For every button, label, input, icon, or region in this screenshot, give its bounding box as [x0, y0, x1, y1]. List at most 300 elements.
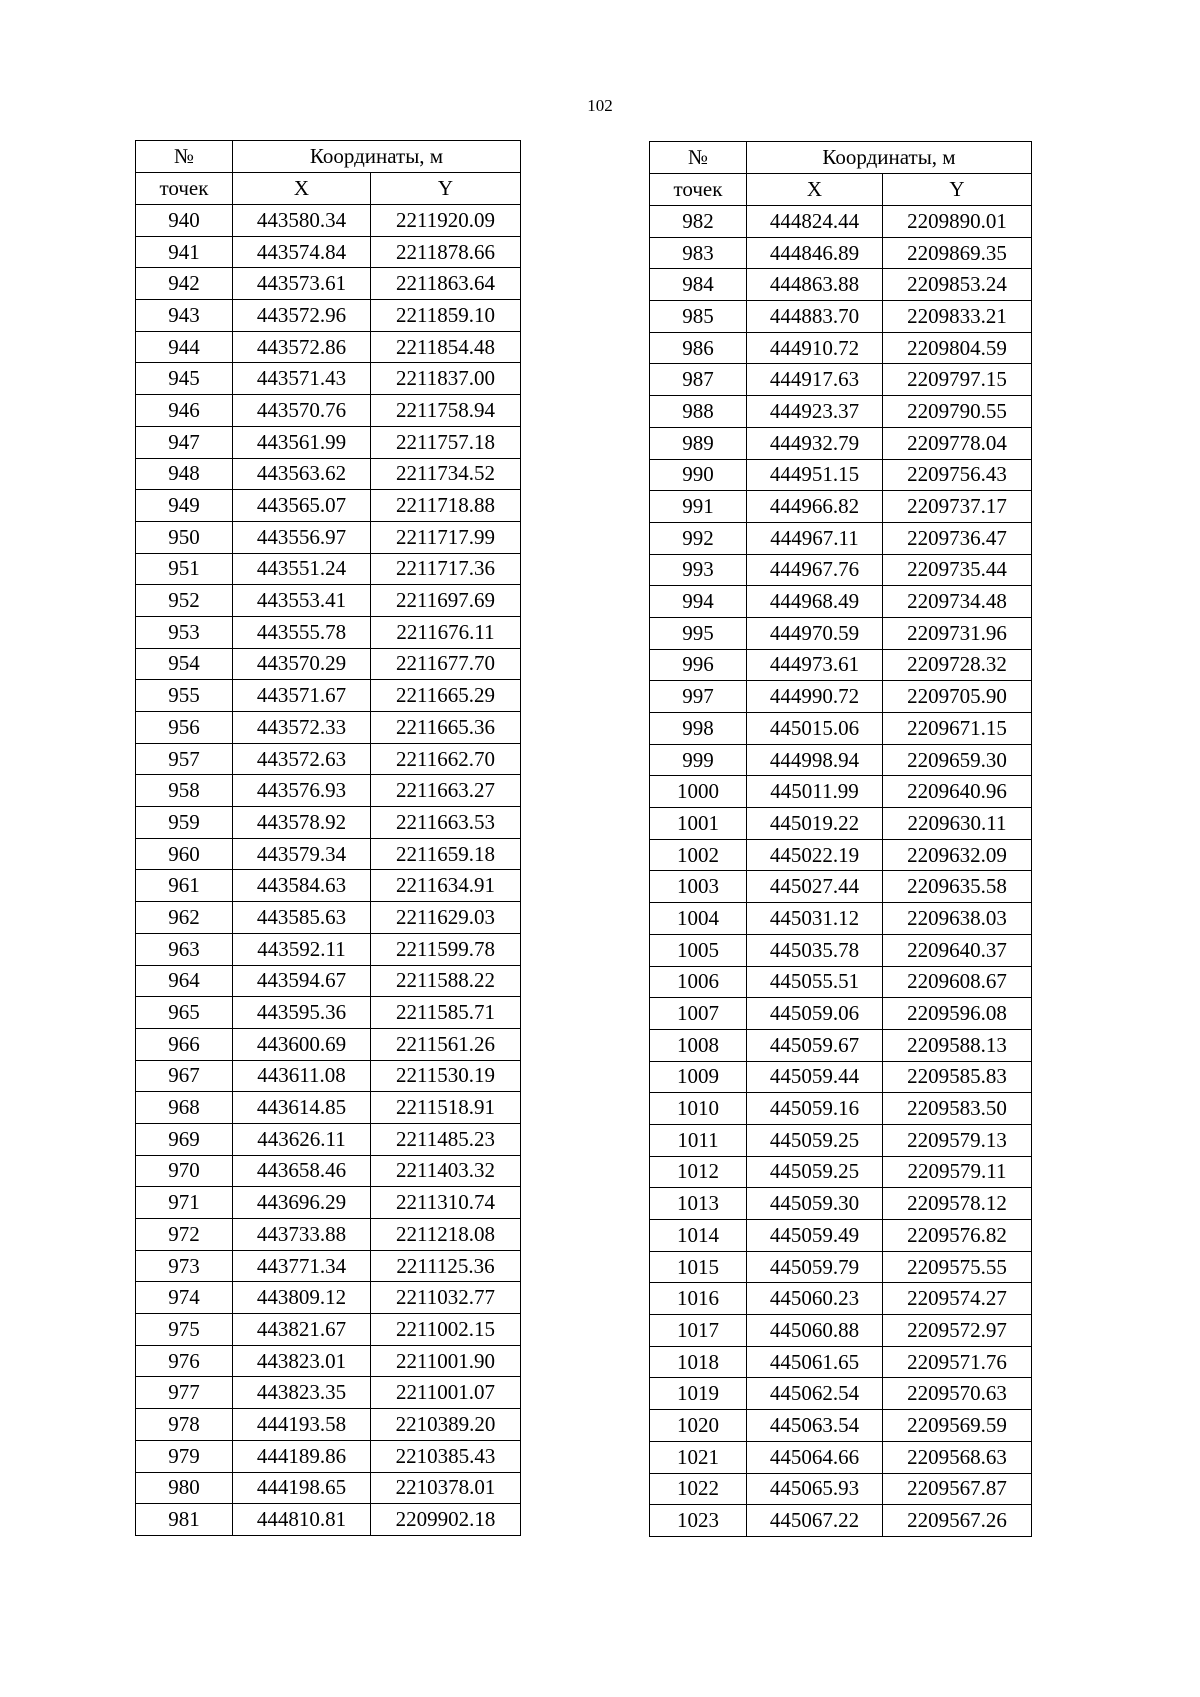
y-coordinate-cell: 2211734.52: [371, 458, 521, 490]
point-number-cell: 943: [136, 300, 233, 332]
x-coordinate-cell: 443614.85: [233, 1092, 371, 1124]
y-coordinate-cell: 2209576.82: [883, 1220, 1032, 1252]
y-coordinate-cell: 2209731.96: [883, 617, 1032, 649]
table-row: [650, 1093, 1032, 1125]
x-coordinate-cell: 445022.19: [747, 839, 883, 871]
point-number-cell: 978: [136, 1409, 233, 1441]
point-number-cell: 984: [650, 269, 747, 301]
x-coordinate-cell: 445015.06: [747, 713, 883, 745]
table-row: [650, 1124, 1032, 1156]
x-coordinate-cell: 444910.72: [747, 332, 883, 364]
point-number-cell: 940: [136, 205, 233, 237]
point-number-cell: 954: [136, 648, 233, 680]
table-row: [136, 1345, 521, 1377]
x-coordinate-cell: 443626.11: [233, 1123, 371, 1155]
table-row: [136, 300, 521, 332]
table-row: [650, 1315, 1032, 1347]
table-row: [136, 1060, 521, 1092]
point-number-cell: 1018: [650, 1346, 747, 1378]
y-coordinate-cell: 2211659.18: [371, 838, 521, 870]
x-coordinate-cell: 445063.54: [747, 1410, 883, 1442]
y-coordinate-cell: 2209734.48: [883, 586, 1032, 618]
table-row: [136, 1282, 521, 1314]
table-row: [650, 1473, 1032, 1505]
x-coordinate-cell: 443733.88: [233, 1219, 371, 1251]
x-coordinate-cell: 443579.34: [233, 838, 371, 870]
x-coordinate-cell: 444970.59: [747, 617, 883, 649]
y-coordinate-cell: 2209588.13: [883, 1029, 1032, 1061]
point-number-cell: 1007: [650, 998, 747, 1030]
point-number-cell: 989: [650, 427, 747, 459]
point-number-cell: 1000: [650, 776, 747, 808]
point-number-cell: 963: [136, 933, 233, 965]
table-row: [136, 680, 521, 712]
coordinates-table-right: [649, 141, 1032, 1537]
table-row: [650, 776, 1032, 808]
y-coordinate-cell: 2211758.94: [371, 395, 521, 427]
table-row: [650, 1346, 1032, 1378]
table-row: [650, 364, 1032, 396]
table-row: [136, 775, 521, 807]
table-row: [136, 395, 521, 427]
x-coordinate-cell: 445059.16: [747, 1093, 883, 1125]
point-number-cell: 952: [136, 585, 233, 617]
x-coordinate-cell: 443771.34: [233, 1250, 371, 1282]
x-coordinate-cell: 444917.63: [747, 364, 883, 396]
table-body-left: [136, 205, 521, 1536]
y-coordinate-cell: 2211485.23: [371, 1123, 521, 1155]
y-coordinate-cell: 2209568.63: [883, 1441, 1032, 1473]
point-number-cell: 1002: [650, 839, 747, 871]
coordinates-table-left: [135, 140, 521, 1536]
point-number-cell: 1001: [650, 808, 747, 840]
header-row-bottom: [650, 174, 1032, 206]
table-row: [136, 1377, 521, 1409]
x-coordinate-cell: 444189.86: [233, 1440, 371, 1472]
point-number-cell: 974: [136, 1282, 233, 1314]
table-row: [650, 586, 1032, 618]
point-number-cell: 998: [650, 713, 747, 745]
table-row: [650, 903, 1032, 935]
x-coordinate-cell: 443823.01: [233, 1345, 371, 1377]
table-row: [136, 1440, 521, 1472]
table-row: [136, 1250, 521, 1282]
point-number-cell: 953: [136, 616, 233, 648]
point-number-cell: 956: [136, 712, 233, 744]
y-coordinate-cell: 2209790.55: [883, 396, 1032, 428]
y-coordinate-cell: 2209640.96: [883, 776, 1032, 808]
point-number-cell: 1010: [650, 1093, 747, 1125]
x-coordinate-cell: 443570.29: [233, 648, 371, 680]
x-coordinate-cell: 445055.51: [747, 966, 883, 998]
x-coordinate-cell: 443555.78: [233, 616, 371, 648]
table-row: [650, 681, 1032, 713]
x-coordinate-cell: 445059.79: [747, 1251, 883, 1283]
y-coordinate-cell: 2209585.83: [883, 1061, 1032, 1093]
x-coordinate-cell: 443572.33: [233, 712, 371, 744]
x-coordinate-cell: 443595.36: [233, 997, 371, 1029]
x-coordinate-cell: 444846.89: [747, 237, 883, 269]
x-column-header: X: [233, 173, 371, 205]
y-coordinate-cell: 2209567.87: [883, 1473, 1032, 1505]
point-number-cell: 958: [136, 775, 233, 807]
point-number-cell: 950: [136, 521, 233, 553]
table-row: [650, 808, 1032, 840]
table-row: [136, 1472, 521, 1504]
y-coordinate-cell: 2209756.43: [883, 459, 1032, 491]
point-number-cell: 997: [650, 681, 747, 713]
point-number-cell: 961: [136, 870, 233, 902]
point-number-cell: 991: [650, 491, 747, 523]
point-number-cell: 955: [136, 680, 233, 712]
x-coordinate-cell: 445059.25: [747, 1124, 883, 1156]
y-coordinate-cell: 2209778.04: [883, 427, 1032, 459]
table-row: [136, 426, 521, 458]
y-coordinate-cell: 2211403.32: [371, 1155, 521, 1187]
y-coordinate-cell: 2211001.90: [371, 1345, 521, 1377]
x-coordinate-cell: 443565.07: [233, 490, 371, 522]
y-coordinate-cell: 2209869.35: [883, 237, 1032, 269]
table-row: [650, 522, 1032, 554]
x-coordinate-cell: 443571.67: [233, 680, 371, 712]
table-body-right: [650, 206, 1032, 1537]
point-number-cell: 971: [136, 1187, 233, 1219]
x-coordinate-cell: 444951.15: [747, 459, 883, 491]
y-coordinate-cell: 2209571.76: [883, 1346, 1032, 1378]
table-row: [136, 870, 521, 902]
table-row: [650, 237, 1032, 269]
y-coordinate-cell: 2209833.21: [883, 301, 1032, 333]
x-coordinate-cell: 443561.99: [233, 426, 371, 458]
y-coordinate-cell: 2211717.99: [371, 521, 521, 553]
point-number-cell: 1020: [650, 1410, 747, 1442]
y-coordinate-cell: 2211837.00: [371, 363, 521, 395]
point-number-cell: 1021: [650, 1441, 747, 1473]
y-coordinate-cell: 2209574.27: [883, 1283, 1032, 1315]
table-row: [136, 521, 521, 553]
x-coordinate-cell: 444198.65: [233, 1472, 371, 1504]
table-row: [136, 585, 521, 617]
point-number-cell: 948: [136, 458, 233, 490]
point-number-cell: 973: [136, 1250, 233, 1282]
x-coordinate-cell: 445027.44: [747, 871, 883, 903]
point-number-cell: 1006: [650, 966, 747, 998]
point-number-cell: 995: [650, 617, 747, 649]
table-row: [650, 1156, 1032, 1188]
x-coordinate-cell: 445064.66: [747, 1441, 883, 1473]
x-coordinate-cell: 444810.81: [233, 1504, 371, 1536]
x-coordinate-cell: 443572.86: [233, 331, 371, 363]
point-number-cell: 980: [136, 1472, 233, 1504]
table-row: [650, 1061, 1032, 1093]
x-coordinate-cell: 444932.79: [747, 427, 883, 459]
point-number-cell: 946: [136, 395, 233, 427]
x-coordinate-cell: 443584.63: [233, 870, 371, 902]
point-number-cell: 1016: [650, 1283, 747, 1315]
table-row: [136, 458, 521, 490]
point-number-cell: 1019: [650, 1378, 747, 1410]
table-row: [136, 1219, 521, 1251]
point-number-cell: 945: [136, 363, 233, 395]
y-coordinate-cell: 2211310.74: [371, 1187, 521, 1219]
point-number-cell: 941: [136, 236, 233, 268]
header-row-top: [650, 142, 1032, 174]
x-coordinate-cell: 445059.30: [747, 1188, 883, 1220]
y-coordinate-cell: 2211585.71: [371, 997, 521, 1029]
table-row: [136, 712, 521, 744]
table-row: [650, 1220, 1032, 1252]
page-number: 102: [587, 96, 613, 115]
table-row: [650, 1441, 1032, 1473]
point-number-cell: 962: [136, 902, 233, 934]
table-row: [136, 902, 521, 934]
x-coordinate-cell: 445059.67: [747, 1029, 883, 1061]
table-row: [650, 617, 1032, 649]
y-coordinate-cell: 2211665.36: [371, 712, 521, 744]
x-coordinate-cell: 445011.99: [747, 776, 883, 808]
x-coordinate-cell: 443592.11: [233, 933, 371, 965]
point-number-cell: 959: [136, 807, 233, 839]
point-number-cell: 999: [650, 744, 747, 776]
table-row: [650, 332, 1032, 364]
x-coordinate-cell: 443570.76: [233, 395, 371, 427]
table-row: [136, 1155, 521, 1187]
table-row: [136, 331, 521, 363]
y-coordinate-cell: 2209735.44: [883, 554, 1032, 586]
table-row: [136, 807, 521, 839]
x-coordinate-cell: 444863.88: [747, 269, 883, 301]
table-row: [650, 744, 1032, 776]
y-coordinate-cell: 2211878.66: [371, 236, 521, 268]
point-number-cell: 1005: [650, 934, 747, 966]
x-coordinate-cell: 444966.82: [747, 491, 883, 523]
x-coordinate-cell: 444923.37: [747, 396, 883, 428]
table-row: [650, 871, 1032, 903]
y-coordinate-cell: 2211629.03: [371, 902, 521, 934]
point-number-cell: 975: [136, 1314, 233, 1346]
point-number-cell: 947: [136, 426, 233, 458]
point-number-cell: 1008: [650, 1029, 747, 1061]
y-coordinate-cell: 2211677.70: [371, 648, 521, 680]
table-row: [650, 1251, 1032, 1283]
point-number-cell: 990: [650, 459, 747, 491]
x-coordinate-cell: 443551.24: [233, 553, 371, 585]
y-coordinate-cell: 2210389.20: [371, 1409, 521, 1441]
point-number-cell: 982: [650, 206, 747, 238]
point-number-cell: 951: [136, 553, 233, 585]
point-number-cell: 993: [650, 554, 747, 586]
x-coordinate-cell: 443556.97: [233, 521, 371, 553]
table-row: [650, 1505, 1032, 1537]
y-coordinate-cell: 2209736.47: [883, 522, 1032, 554]
x-coordinate-cell: 445065.93: [747, 1473, 883, 1505]
header-row-bottom: [136, 173, 521, 205]
y-coordinate-cell: 2209608.67: [883, 966, 1032, 998]
point-number-cell: 1022: [650, 1473, 747, 1505]
x-coordinate-cell: 445062.54: [747, 1378, 883, 1410]
table-row: [650, 206, 1032, 238]
y-coordinate-cell: 2211854.48: [371, 331, 521, 363]
table-row: [650, 1283, 1032, 1315]
x-coordinate-cell: 444967.76: [747, 554, 883, 586]
y-coordinate-cell: 2209728.32: [883, 649, 1032, 681]
point-number-cell: 1004: [650, 903, 747, 935]
table-row: [650, 966, 1032, 998]
x-coordinate-cell: 444883.70: [747, 301, 883, 333]
x-coordinate-cell: 445059.49: [747, 1220, 883, 1252]
y-coordinate-cell: 2209890.01: [883, 206, 1032, 238]
table-row: [136, 1123, 521, 1155]
y-coordinate-cell: 2209853.24: [883, 269, 1032, 301]
table-row: [136, 838, 521, 870]
x-coordinate-cell: 443571.43: [233, 363, 371, 395]
y-coordinate-cell: 2209569.59: [883, 1410, 1032, 1442]
point-number-cell: 983: [650, 237, 747, 269]
table-row: [136, 363, 521, 395]
x-coordinate-cell: 443594.67: [233, 965, 371, 997]
x-coordinate-cell: 443823.35: [233, 1377, 371, 1409]
point-number-cell: 1015: [650, 1251, 747, 1283]
y-coordinate-cell: 2209640.37: [883, 934, 1032, 966]
y-coordinate-cell: 2209596.08: [883, 998, 1032, 1030]
y-coordinate-cell: 2211662.70: [371, 743, 521, 775]
y-coordinate-cell: 2209567.26: [883, 1505, 1032, 1537]
point-number-cell: 981: [136, 1504, 233, 1536]
point-number-cell: 966: [136, 1028, 233, 1060]
y-coordinate-cell: 2209705.90: [883, 681, 1032, 713]
table-row: [136, 1409, 521, 1441]
point-number-cell: 964: [136, 965, 233, 997]
y-coordinate-cell: 2209635.58: [883, 871, 1032, 903]
x-coordinate-cell: 443580.34: [233, 205, 371, 237]
y-coordinate-cell: 2209804.59: [883, 332, 1032, 364]
table-row: [136, 268, 521, 300]
point-number-cell: 1011: [650, 1124, 747, 1156]
x-coordinate-cell: 445035.78: [747, 934, 883, 966]
y-coordinate-cell: 2211665.29: [371, 680, 521, 712]
point-number-cell: 988: [650, 396, 747, 428]
y-coordinate-cell: 2209630.11: [883, 808, 1032, 840]
point-number-cell: 1017: [650, 1315, 747, 1347]
y-coordinate-cell: 2211561.26: [371, 1028, 521, 1060]
table-row: [136, 236, 521, 268]
point-number-cell: 944: [136, 331, 233, 363]
table-row: [136, 965, 521, 997]
y-coordinate-cell: 2209638.03: [883, 903, 1032, 935]
point-number-header-line2: точек: [650, 174, 747, 206]
x-coordinate-cell: 445059.25: [747, 1156, 883, 1188]
y-coordinate-cell: 2211676.11: [371, 616, 521, 648]
x-coordinate-cell: 445059.44: [747, 1061, 883, 1093]
point-number-cell: 1012: [650, 1156, 747, 1188]
y-coordinate-cell: 2211588.22: [371, 965, 521, 997]
table-row: [136, 490, 521, 522]
x-coordinate-cell: 443573.61: [233, 268, 371, 300]
point-number-cell: 967: [136, 1060, 233, 1092]
table-row: [136, 616, 521, 648]
point-number-cell: 1013: [650, 1188, 747, 1220]
x-column-header: X: [747, 174, 883, 206]
y-coordinate-cell: 2209737.17: [883, 491, 1032, 523]
point-number-cell: 1023: [650, 1505, 747, 1537]
x-coordinate-cell: 443553.41: [233, 585, 371, 617]
y-coordinate-cell: 2211757.18: [371, 426, 521, 458]
table-row: [650, 713, 1032, 745]
point-number-header-line2: точек: [136, 173, 233, 205]
table-row: [650, 301, 1032, 333]
y-coordinate-cell: 2211634.91: [371, 870, 521, 902]
x-coordinate-cell: 443572.63: [233, 743, 371, 775]
table-row: [136, 743, 521, 775]
x-coordinate-cell: 444998.94: [747, 744, 883, 776]
x-coordinate-cell: 445060.88: [747, 1315, 883, 1347]
table-row: [650, 427, 1032, 459]
point-number-cell: 985: [650, 301, 747, 333]
x-coordinate-cell: 443574.84: [233, 236, 371, 268]
y-coordinate-cell: 2211859.10: [371, 300, 521, 332]
table-row: [650, 269, 1032, 301]
point-number-cell: 979: [136, 1440, 233, 1472]
point-number-cell: 942: [136, 268, 233, 300]
y-column-header: Y: [883, 174, 1032, 206]
y-coordinate-cell: 2211599.78: [371, 933, 521, 965]
table-row: [136, 1028, 521, 1060]
y-coordinate-cell: 2211530.19: [371, 1060, 521, 1092]
y-coordinate-cell: 2209797.15: [883, 364, 1032, 396]
table-row: [136, 205, 521, 237]
point-number-header-line1: №: [136, 141, 233, 173]
y-coordinate-cell: 2209579.11: [883, 1156, 1032, 1188]
x-coordinate-cell: 444193.58: [233, 1409, 371, 1441]
y-coordinate-cell: 2211717.36: [371, 553, 521, 585]
y-coordinate-cell: 2211032.77: [371, 1282, 521, 1314]
x-coordinate-cell: 443809.12: [233, 1282, 371, 1314]
y-coordinate-cell: 2211663.27: [371, 775, 521, 807]
x-coordinate-cell: 443658.46: [233, 1155, 371, 1187]
y-coordinate-cell: 2209583.50: [883, 1093, 1032, 1125]
table-row: [650, 998, 1032, 1030]
y-coordinate-cell: 2209575.55: [883, 1251, 1032, 1283]
point-number-cell: 949: [136, 490, 233, 522]
x-coordinate-cell: 443611.08: [233, 1060, 371, 1092]
table-row: [136, 1504, 521, 1536]
table-row: [136, 997, 521, 1029]
y-coordinate-cell: 2211002.15: [371, 1314, 521, 1346]
table-row: [650, 1188, 1032, 1220]
point-number-cell: 1009: [650, 1061, 747, 1093]
x-coordinate-cell: 444973.61: [747, 649, 883, 681]
y-coordinate-cell: 2209578.12: [883, 1188, 1032, 1220]
y-coordinate-cell: 2209579.13: [883, 1124, 1032, 1156]
x-coordinate-cell: 445067.22: [747, 1505, 883, 1537]
table-row: [136, 933, 521, 965]
x-coordinate-cell: 443563.62: [233, 458, 371, 490]
table-row: [650, 459, 1032, 491]
y-coordinate-cell: 2210378.01: [371, 1472, 521, 1504]
table-row: [136, 1092, 521, 1124]
coordinates-header: Координаты, м: [747, 142, 1032, 174]
y-coordinate-cell: 2211125.36: [371, 1250, 521, 1282]
table-row: [650, 554, 1032, 586]
table-row: [650, 1378, 1032, 1410]
table-row: [650, 839, 1032, 871]
point-number-cell: 1003: [650, 871, 747, 903]
header-row-top: [136, 141, 521, 173]
table-row: [136, 1314, 521, 1346]
table-row: [650, 491, 1032, 523]
x-coordinate-cell: 445019.22: [747, 808, 883, 840]
point-number-cell: 976: [136, 1345, 233, 1377]
